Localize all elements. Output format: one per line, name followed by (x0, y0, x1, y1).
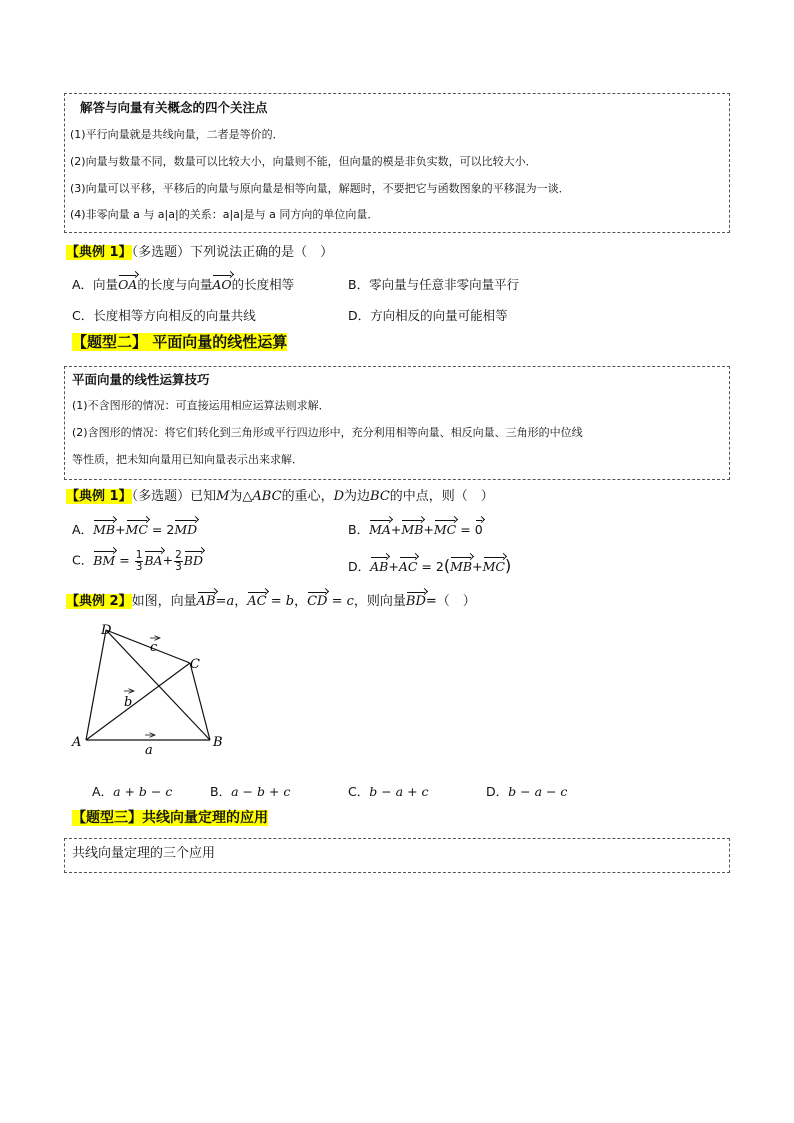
example-2-option-c: C．BM = $\frac{1}{3}$ BA+ $\frac{2}{3}$ BD (72, 549, 203, 573)
example-2-tag: 【典例 1】 (66, 489, 132, 504)
example-1-option-c: C．长度相等方向相反的向量共线 (72, 308, 256, 323)
vector-a-label: a (145, 743, 153, 758)
example-1-option-b: B．零向量与任意非零向量平行 (348, 277, 520, 292)
section-2-heading: 【题型二】 平面向量的线性运算 (72, 333, 288, 351)
quadrilateral-figure (66, 618, 246, 763)
example-3-tag: 【典例 2】 (66, 594, 132, 609)
box1-line-4: (4)非零向量 a 与 a|a|的关系：a|a|是与 a 同方向的单位向量． (70, 208, 379, 221)
box2-title: 平面向量的线性运算技巧 (72, 372, 210, 387)
example-3-stem: 【典例 2】如图，向量AB=a，AC = b，CD = c，则向量BD=（ ） (66, 594, 476, 609)
example-3-option-a: A．a + b − c (92, 784, 173, 799)
point-b-label: B (213, 735, 223, 750)
box2-line-1: (1)不含图形的情况：可直接运用相应运算法则求解． (72, 399, 330, 412)
point-c-label: C (190, 657, 200, 672)
box1-line-3: (3)向量可以平移，平移后的向量与原向量是相等向量，解题时，不要把它与函数图象的平移混为一谈． (70, 182, 570, 195)
example-3-option-d: D．b − a − c (486, 784, 568, 799)
box1-line-2: (2)向量与数量不同，数量可以比较大小，向量则不能，但向量的模是非负实数，可以比较大小． (70, 155, 537, 168)
point-a-label: A (72, 735, 82, 750)
box2-line-2: (2)含图形的情况：将它们转化到三角形或平行四边形中，充分利用相等向量、相反向量、三角形的中位线 (72, 426, 583, 439)
example-2-option-b: B．MA+MB+MC = 0 (348, 522, 483, 537)
point-d-label: D (101, 623, 112, 638)
example-2-option-d: D．AB+AC = 2(MB+MC) (348, 556, 512, 575)
example-3-option-c: C．b − a + c (348, 784, 429, 799)
box3-title: 共线向量定理的三个应用 (72, 846, 216, 861)
example-1-tag: 【典例 1】 (66, 245, 132, 260)
example-1-option-a: A．向量OA的长度与向量AO的长度相等 (72, 277, 295, 292)
example-1-stem: 【典例 1】（多选题）下列说法正确的是（ ） (66, 245, 334, 260)
example-2-option-a: A．MB+MC = 2MD (72, 522, 198, 537)
example-3-option-b: B．a − b + c (210, 784, 291, 799)
vector-c-label: c (150, 640, 158, 655)
box1-title: 解答与向量有关概念的四个关注点 (80, 100, 268, 115)
box2-line-3: 等性质，把未知向量用已知向量表示出来求解． (72, 453, 303, 466)
example-2-stem: 【典例 1】（多选题）已知M为△ABC的重心，D为边BC的中点，则（ ） (66, 489, 494, 504)
box1-line-1: (1)平行向量就是共线向量，二者是等价的． (70, 128, 284, 141)
example-1-option-d: D．方向相反的向量可能相等 (348, 308, 508, 323)
section-3-heading: 【题型三】共线向量定理的应用 (72, 810, 268, 826)
vector-b-label: b (124, 695, 133, 710)
